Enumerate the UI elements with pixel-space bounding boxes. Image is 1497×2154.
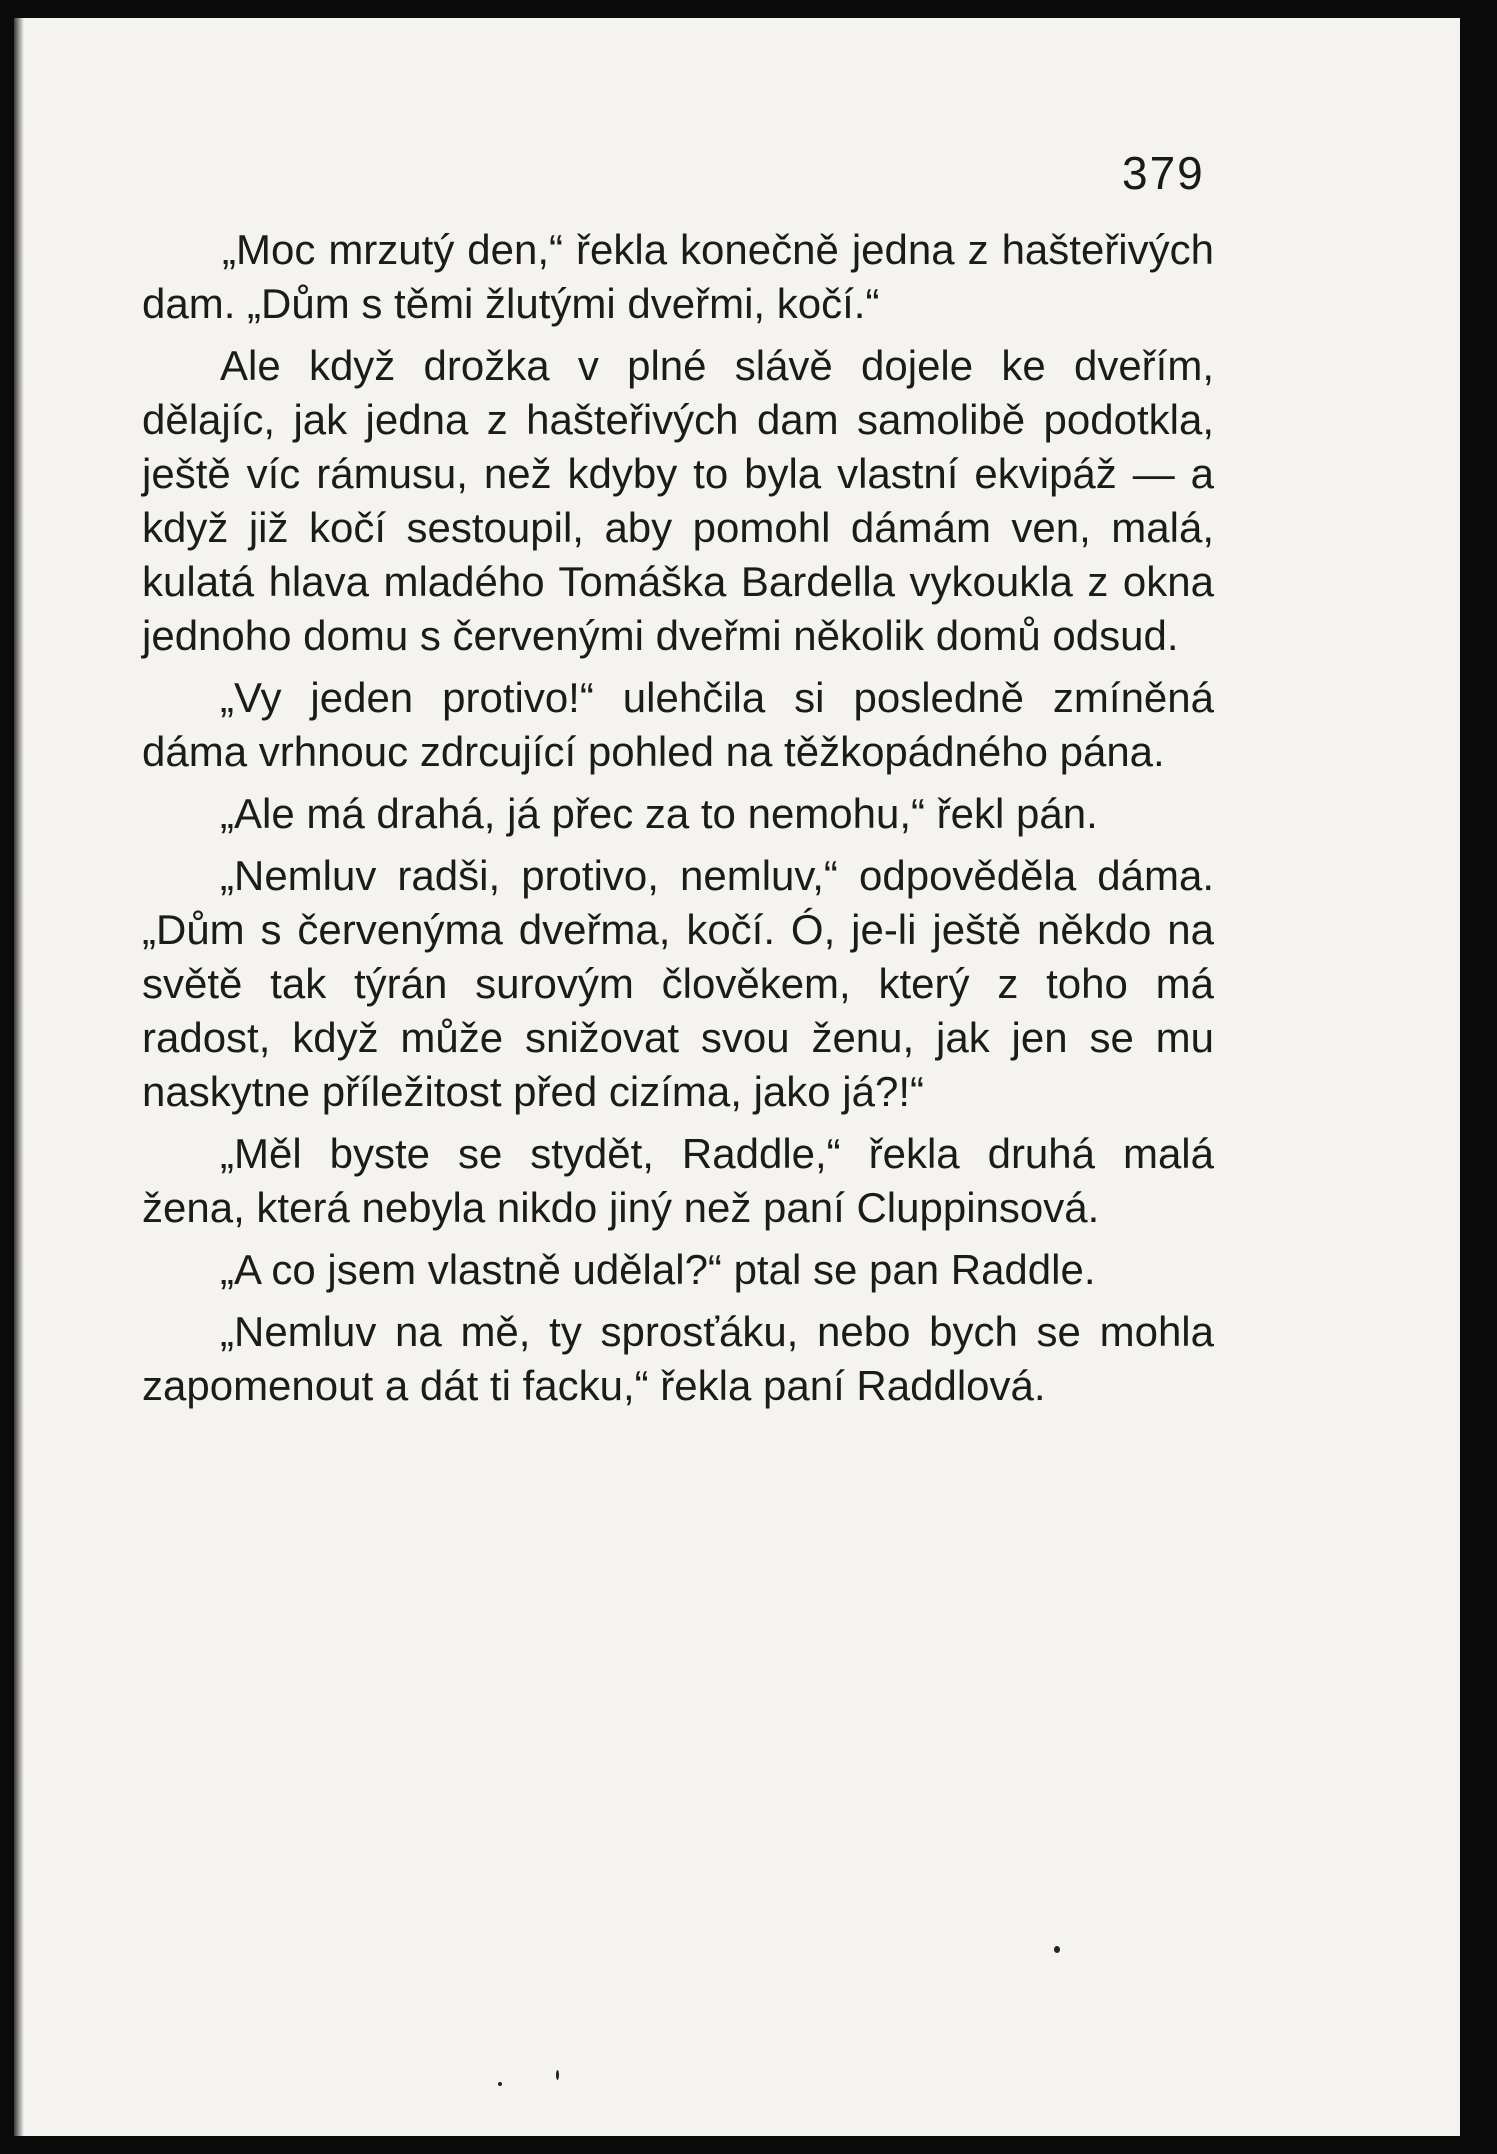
paragraph: „Moc mrzutý den,“ řekla konečně jedna z hašteřivých dam. „Dům s těmi žlutými dveřmi, kočí.“ — [142, 226, 1214, 327]
paragraph: Ale když drožka v plné slávě dojele ke dveřím, dělajíc, jak jedna z hašteřivých dam samolibě podotkla, ještě víc rámusu, než kdyby to byla vlastní ekvipáž — a když již kočí sestoupil, aby pomohl dámám ven, malá, kulatá hlava mladého Tomáška Bardella vykoukla z okna jednoho domu s červenými dveřmi několik domů odsud. — [142, 342, 1214, 659]
paragraph: „Nemluv na mě, ty sprosťáku, nebo bych se mohla zapomenout a dát ti facku,“ řekla paní Raddlová. — [142, 1308, 1214, 1409]
paragraph: „Nemluv radši, protivo, nemluv,“ odpověděla dáma. „Dům s červenýma dveřma, kočí. Ó, je-li ještě někdo na světě tak týrán surovým člověkem, který z toho má radost, když může snižovat svou ženu, jak jen se mu naskytne příležitost před cizíma, jako já?!“ — [142, 852, 1214, 1115]
paragraph: „Ale má drahá, já přec za to nemohu,“ řekl pán. — [220, 790, 1098, 837]
page-fold-shadow — [14, 18, 24, 2136]
page-number: 379 — [1122, 147, 1205, 199]
paragraph: „Měl byste se stydět, Raddle,“ řekla druhá malá žena, která nebyla nikdo jiný než paní Cluppinsová. — [142, 1130, 1214, 1231]
paragraph: „Vy jeden protivo!“ ulehčila si posledně zmíněná dáma vrhnouc zdrcující pohled na těžkopádného pána. — [142, 674, 1214, 775]
book-page — [14, 18, 1460, 2136]
print-speck — [556, 2070, 559, 2080]
body-text — [142, 223, 1214, 1421]
print-speck — [1054, 1946, 1060, 1953]
print-speck — [498, 2082, 502, 2086]
paragraph: „A co jsem vlastně udělal?“ ptal se pan Raddle. — [220, 1246, 1096, 1293]
